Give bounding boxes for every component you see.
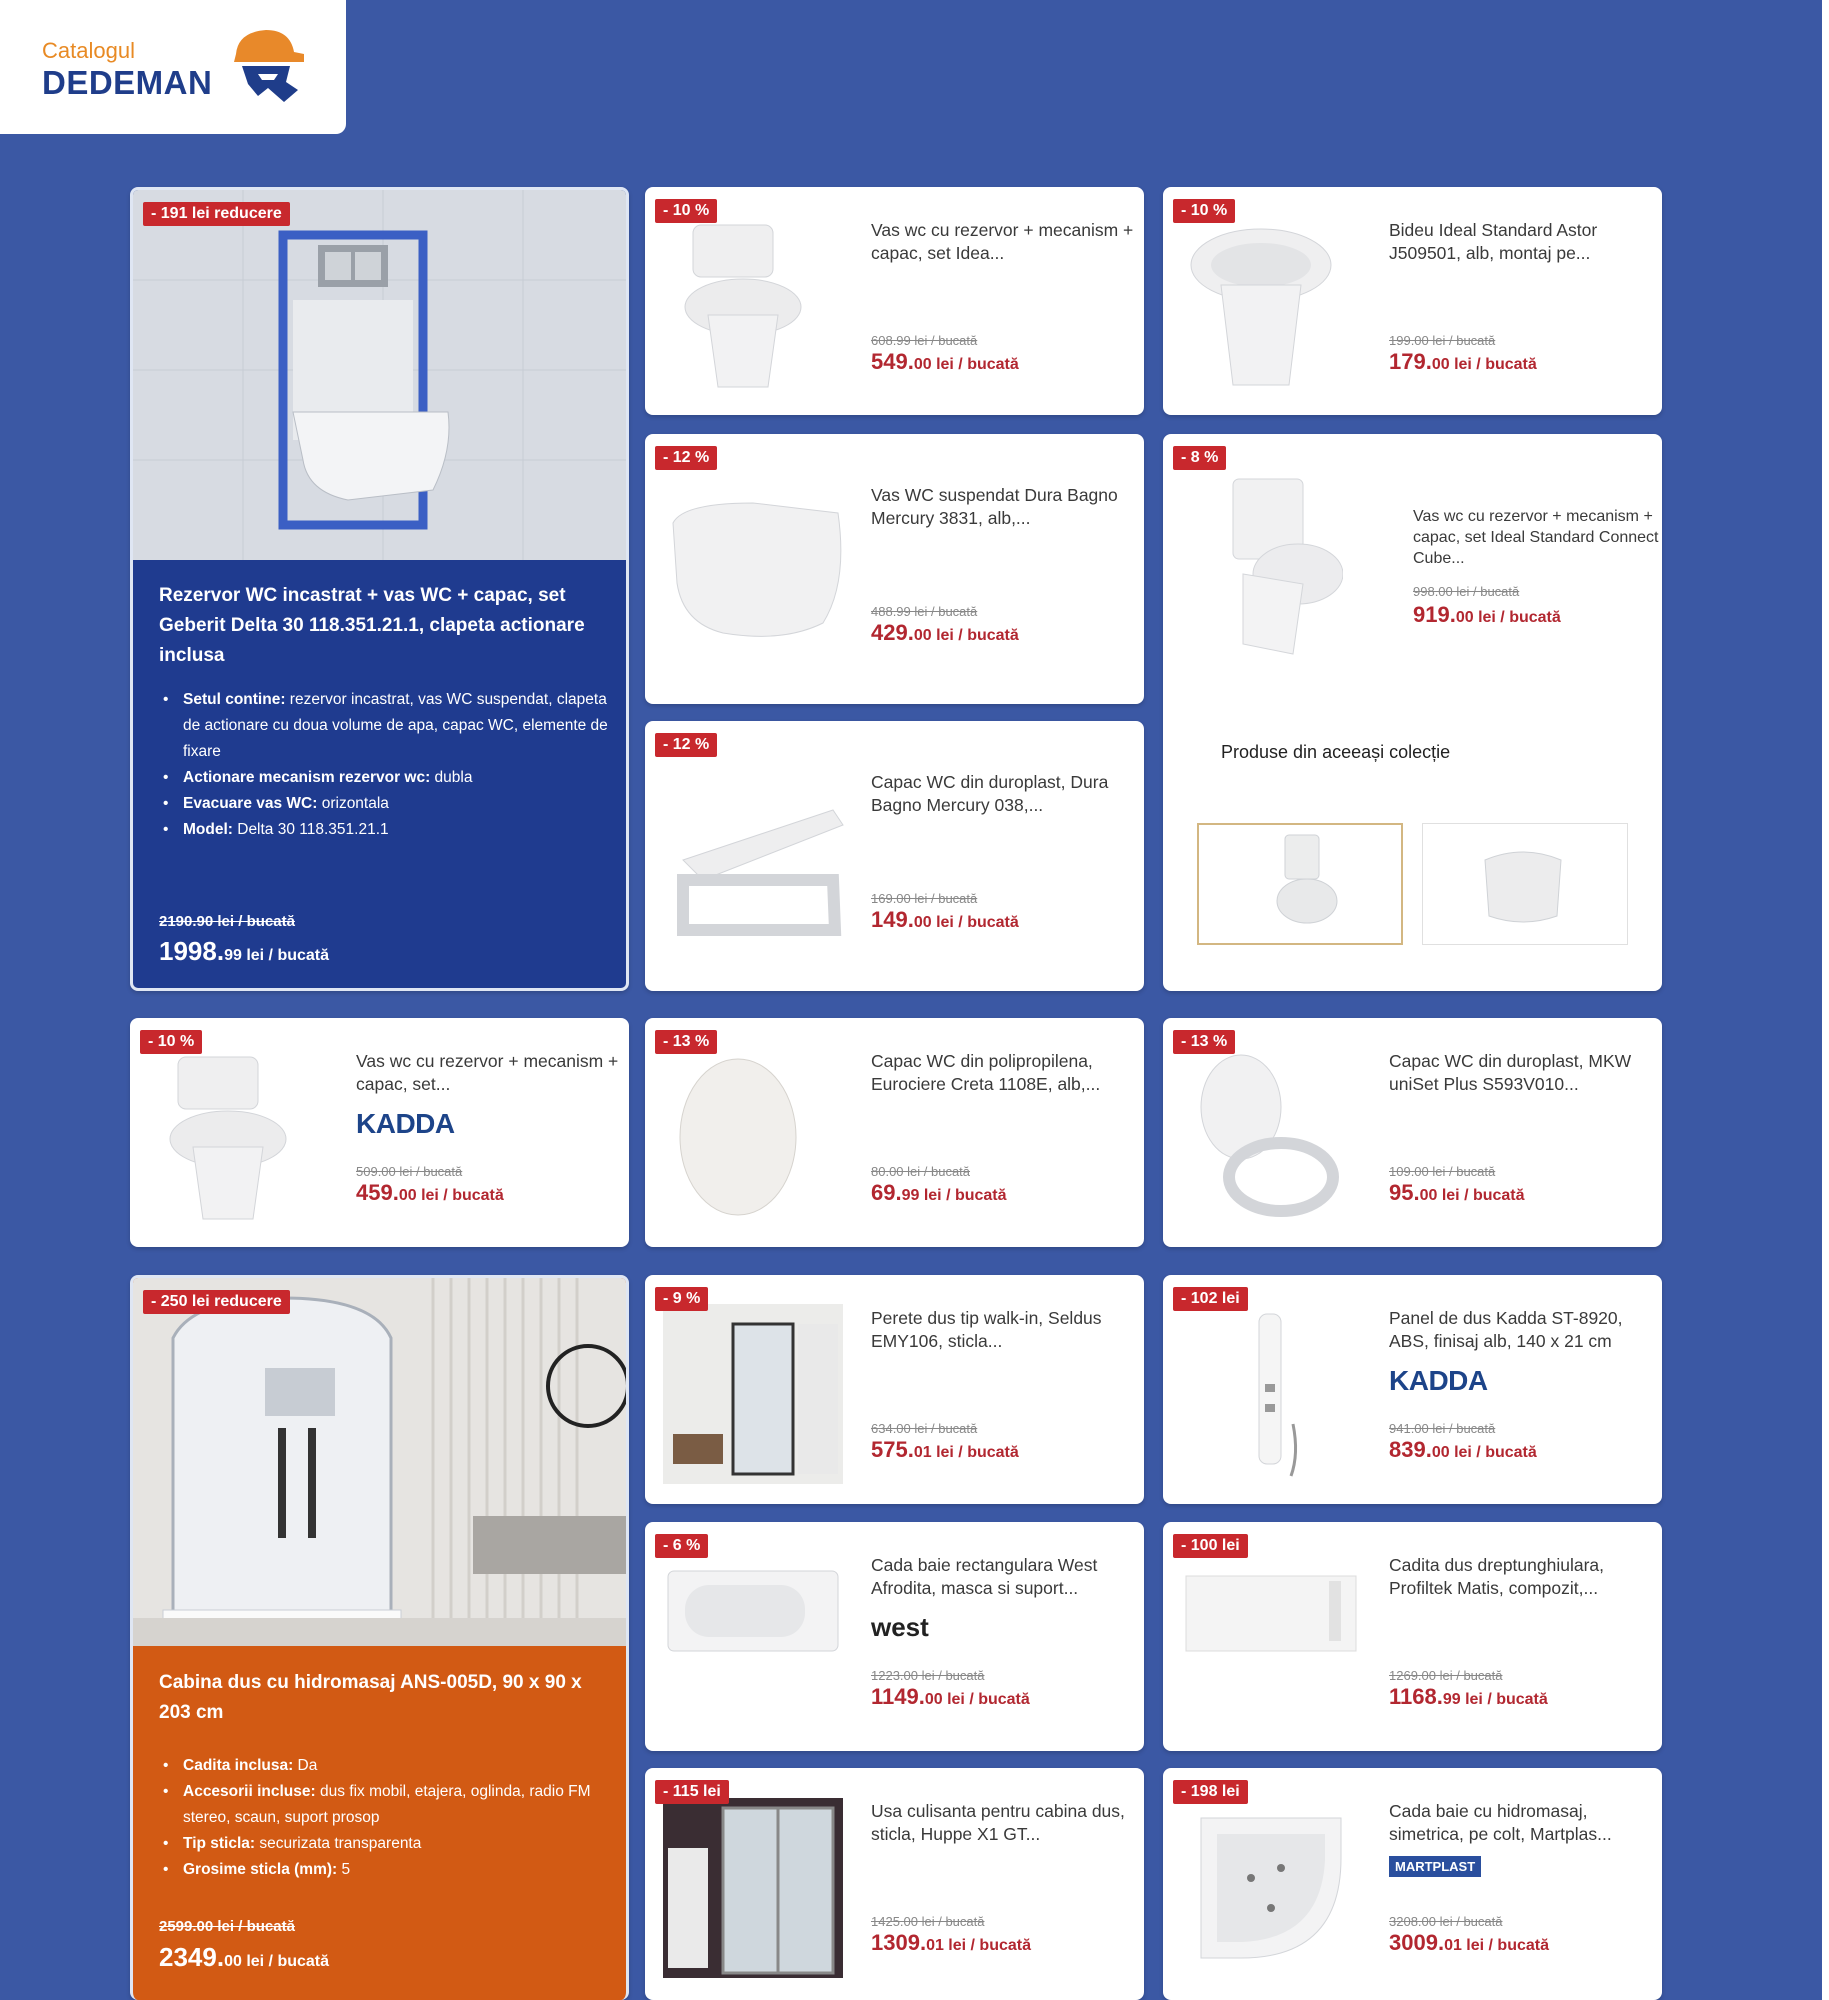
- product-image[interactable]: [663, 1304, 843, 1489]
- discount-badge: - 13 %: [655, 1030, 717, 1054]
- old-price: 80.00 lei / bucată: [871, 1164, 971, 1179]
- brand-logo: [1389, 1365, 1488, 1397]
- product-image[interactable]: [1181, 1304, 1361, 1489]
- product-image[interactable]: [663, 770, 853, 945]
- spec-value: orizontala: [317, 795, 389, 812]
- price-decimal-unit: 99 lei / bucată: [901, 1187, 1007, 1204]
- page-edge: [1822, 0, 1829, 2000]
- product-title[interactable]: Cada baie rectangulara West Afrodita, masca si suport...: [871, 1555, 1098, 1598]
- product-card[interactable]: [645, 721, 1144, 991]
- price-decimal-unit: 00 lei / bucată: [398, 1187, 504, 1204]
- product-card[interactable]: [1163, 187, 1662, 415]
- spec-value: Da: [293, 1757, 318, 1774]
- current-price: [871, 907, 1019, 933]
- product-title[interactable]: Bideu Ideal Standard Astor J509501, alb, montaj pe...: [1389, 220, 1598, 263]
- spec-item: [159, 791, 614, 817]
- toilet-connect-cube-image: [1203, 474, 1343, 664]
- price-integer: 1309.: [871, 1930, 927, 1955]
- product-card[interactable]: [1163, 1018, 1662, 1247]
- current-price: 2349.00 lei / bucată: [159, 1942, 330, 1972]
- price-integer: 1149.: [871, 1684, 925, 1709]
- product-image[interactable]: [1181, 215, 1341, 400]
- product-card[interactable]: [645, 187, 1144, 415]
- current-price: [871, 349, 1019, 375]
- discount-badge: - 10 %: [140, 1030, 202, 1054]
- spec-value: rezervor incastrat, vas WC suspendat, clapeta de actionare cu doua volume de apa, capac WC, elemente de fixare: [183, 691, 608, 760]
- product-card[interactable]: [645, 434, 1144, 704]
- geberit-set-image: [133, 190, 626, 560]
- old-price: 1269.00 lei / bucată: [1389, 1668, 1503, 1683]
- feature-specs: [159, 1753, 614, 1883]
- old-price: 1425.00 lei / bucată: [871, 1914, 985, 1929]
- discount-badge: - 191 lei reducere: [143, 202, 290, 226]
- spec-value: dus fix mobil, etajera, oglinda, radio FM stereo, scaun, suport prosop: [183, 1783, 591, 1826]
- current-price: [1389, 349, 1537, 375]
- brand-logo-text: KADDA: [1389, 1365, 1488, 1396]
- brand-logo: [356, 1108, 455, 1140]
- product-image[interactable]: [663, 1798, 843, 1983]
- discount-badge: - 6 %: [655, 1534, 708, 1558]
- mascot-icon: [228, 24, 308, 106]
- spec-label: Accesorii incluse:: [183, 1783, 316, 1800]
- product-card-connect-cube[interactable]: [1163, 434, 1662, 991]
- product-title[interactable]: Capac WC din duroplast, Dura Bagno Mercury 038,...: [871, 772, 1109, 815]
- product-card[interactable]: [645, 1768, 1144, 2000]
- old-price: 608.99 lei / bucată: [871, 333, 978, 348]
- product-image[interactable]: [663, 1551, 843, 1676]
- logo-catalog-text: Catalogul: [42, 38, 135, 63]
- price-integer: 549.: [871, 349, 914, 374]
- price-integer: 429.: [871, 620, 914, 645]
- feature-card-geberit[interactable]: [130, 187, 629, 991]
- product-title[interactable]: Vas wc cu rezervor + mecanism + capac, set...: [356, 1051, 619, 1094]
- product-card[interactable]: [645, 1275, 1144, 1504]
- product-image[interactable]: [1181, 1551, 1361, 1676]
- spec-label: Tip sticla:: [183, 1835, 256, 1852]
- price-decimal-unit: 00 lei / bucată: [924, 1691, 1030, 1708]
- product-card[interactable]: [1163, 1522, 1662, 1751]
- collection-thumb-toilet[interactable]: [1197, 823, 1403, 945]
- product-title[interactable]: Capac WC din duroplast, MKW uniSet Plus S593V010...: [1389, 1051, 1632, 1094]
- brand-logo-text: MARTPLAST: [1389, 1856, 1481, 1877]
- product-title: Vas wc cu rezervor + mecanism + capac, set Ideal Standard Connect Cube...: [1413, 508, 1659, 567]
- spec-value: securizata transparenta: [255, 1835, 422, 1852]
- discount-badge: - 250 lei reducere: [143, 1290, 290, 1314]
- toilet-thumb-icon: [1199, 825, 1405, 947]
- price-integer: 179.: [1389, 349, 1432, 374]
- product-title[interactable]: Vas wc cu rezervor + mecanism + capac, set Idea...: [871, 220, 1134, 263]
- discount-badge: - 9 %: [655, 1287, 708, 1311]
- product-title[interactable]: Cadita dus dreptunghiulara, Profiltek Matis, compozit,...: [1389, 1555, 1605, 1598]
- price-integer: 69.: [871, 1180, 902, 1205]
- spec-item: [159, 765, 614, 791]
- dedeman-logo[interactable]: [0, 0, 346, 134]
- feature-card-shower-cabin[interactable]: [130, 1275, 629, 2000]
- price-integer: 575.: [871, 1437, 914, 1462]
- product-image[interactable]: [663, 1047, 813, 1232]
- price-integer: 149.: [871, 907, 914, 932]
- current-price: [1389, 1930, 1549, 1956]
- discount-badge: - 8 %: [1173, 446, 1226, 470]
- spec-label: Actionare mecanism rezervor wc:: [183, 769, 431, 786]
- product-title[interactable]: Panel de dus Kadda ST-8920, ABS, finisaj alb, 140 x 21 cm: [1389, 1308, 1623, 1351]
- bidet-thumb-icon: [1423, 824, 1629, 946]
- old-price: 109.00 lei / bucată: [1389, 1164, 1496, 1179]
- product-image[interactable]: [663, 483, 853, 658]
- old-price: 941.00 lei / bucată: [1389, 1421, 1496, 1436]
- price-integer: 1168.: [1389, 1684, 1443, 1709]
- old-price: 3208.00 lei / bucată: [1389, 1914, 1503, 1929]
- discount-badge: - 115 lei: [655, 1780, 729, 1804]
- old-price: 2190.90 lei / bucată: [159, 913, 295, 930]
- brand-logo-text: KADDA: [356, 1108, 455, 1139]
- price-integer: 3009.: [1389, 1930, 1445, 1955]
- price-integer: 459.: [356, 1180, 399, 1205]
- spec-label: Setul contine:: [183, 691, 286, 708]
- spec-label: Evacuare vas WC:: [183, 795, 318, 812]
- product-image[interactable]: [1181, 1047, 1341, 1232]
- price-integer: 839.: [1389, 1437, 1432, 1462]
- price-decimal-unit: 01 lei / bucată: [913, 1444, 1019, 1461]
- spec-value: 5: [337, 1861, 351, 1878]
- product-card[interactable]: [645, 1522, 1144, 1751]
- feature-title: Cabina dus cu hidromasaj ANS-005D, 90 x 90 x 203 cm: [159, 1672, 582, 1723]
- current-price: [1389, 1180, 1525, 1206]
- discount-badge: - 12 %: [655, 733, 717, 757]
- price-decimal-unit: 00 lei / bucată: [1431, 1444, 1537, 1461]
- discount-badge: - 13 %: [1173, 1030, 1235, 1054]
- product-image[interactable]: [663, 215, 813, 400]
- current-price: [356, 1180, 504, 1206]
- spec-item: [159, 1857, 614, 1883]
- old-price: 509.00 lei / bucată: [356, 1164, 463, 1179]
- old-price: 998.00 lei / bucată: [1413, 584, 1520, 599]
- discount-badge: - 198 lei: [1173, 1780, 1248, 1804]
- spec-label: Grosime sticla (mm):: [183, 1861, 338, 1878]
- logo-brand-text: DEDEMAN: [42, 64, 213, 101]
- product-image[interactable]: [148, 1047, 298, 1232]
- discount-badge: - 12 %: [655, 446, 717, 470]
- brand-logo-text: west: [871, 1612, 929, 1642]
- feature-specs: [159, 687, 614, 843]
- spec-label: Model:: [183, 821, 233, 838]
- spec-value: Delta 30 118.351.21.1: [232, 821, 389, 838]
- product-title[interactable]: Usa culisanta pentru cabina dus, sticla, Huppe X1 GT...: [871, 1801, 1125, 1844]
- current-price: [871, 1180, 1007, 1206]
- product-card[interactable]: [130, 1018, 629, 1247]
- current-price: [871, 1684, 1030, 1710]
- product-card[interactable]: [645, 1018, 1144, 1247]
- collection-thumb-bidet[interactable]: [1422, 823, 1628, 945]
- current-price: [1389, 1437, 1537, 1463]
- price-decimal-unit: 00 lei / bucată: [913, 356, 1019, 373]
- product-card[interactable]: [1163, 1275, 1662, 1504]
- price-integer: 95.: [1389, 1180, 1420, 1205]
- discount-badge: - 10 %: [655, 199, 717, 223]
- spec-label: Cadita inclusa:: [183, 1757, 294, 1774]
- discount-badge: - 102 lei: [1173, 1287, 1248, 1311]
- old-price: 488.99 lei / bucată: [871, 604, 978, 619]
- spec-item: [159, 1779, 614, 1831]
- product-card[interactable]: [1163, 1768, 1662, 2000]
- product-title[interactable]: Capac WC din polipropilena, Eurociere Creta 1108E, alb,...: [871, 1051, 1101, 1094]
- price-decimal-unit: 00 lei / bucată: [1431, 356, 1537, 373]
- product-image[interactable]: [1181, 1798, 1361, 1983]
- discount-badge: - 10 %: [1173, 199, 1235, 223]
- old-price: 2599.00 lei / bucată: [159, 1918, 295, 1935]
- product-title[interactable]: Perete dus tip walk-in, Seldus EMY106, sticla...: [871, 1308, 1102, 1351]
- current-price: 919.00 lei / bucată: [1413, 602, 1561, 627]
- discount-badge: - 100 lei: [1173, 1534, 1248, 1558]
- product-title[interactable]: Cada baie cu hidromasaj, simetrica, pe colt, Martplas...: [1389, 1801, 1612, 1844]
- current-price: [1389, 1684, 1548, 1710]
- price-decimal-unit: 00 lei / bucată: [1419, 1187, 1525, 1204]
- feature-title: Rezervor WC incastrat + vas WC + capac, set Geberit Delta 30 118.351.21.1, clapeta actionare inclusa: [159, 585, 585, 666]
- price-decimal-unit: 01 lei / bucată: [926, 1937, 1031, 1954]
- price-decimal-unit: 00 lei / bucată: [913, 914, 1019, 931]
- old-price: 634.00 lei / bucată: [871, 1421, 978, 1436]
- current-price: [871, 1930, 1031, 1956]
- spec-item: [159, 1831, 614, 1857]
- current-price: 1998.99 lei / bucată: [159, 936, 330, 966]
- brand-logo: [1389, 1858, 1481, 1876]
- price-decimal-unit: 00 lei / bucată: [913, 627, 1019, 644]
- old-price: 1223.00 lei / bucată: [871, 1668, 985, 1683]
- current-price: [871, 1437, 1019, 1463]
- price-decimal-unit: 01 lei / bucată: [1444, 1937, 1549, 1954]
- spec-item: [159, 687, 614, 765]
- old-price: 199.00 lei / bucată: [1389, 333, 1496, 348]
- shower-cabin-image: [133, 1278, 626, 1646]
- collection-heading: Produse din aceeași colecție: [1221, 742, 1451, 762]
- product-title[interactable]: Vas WC suspendat Dura Bagno Mercury 3831, alb,...: [871, 485, 1118, 528]
- price-decimal-unit: 99 lei / bucată: [1442, 1691, 1548, 1708]
- current-price: [871, 620, 1019, 646]
- brand-logo: [871, 1612, 929, 1643]
- spec-value: dubla: [430, 769, 473, 786]
- spec-item: [159, 817, 614, 843]
- spec-item: [159, 1753, 614, 1779]
- old-price: 169.00 lei / bucată: [871, 891, 978, 906]
